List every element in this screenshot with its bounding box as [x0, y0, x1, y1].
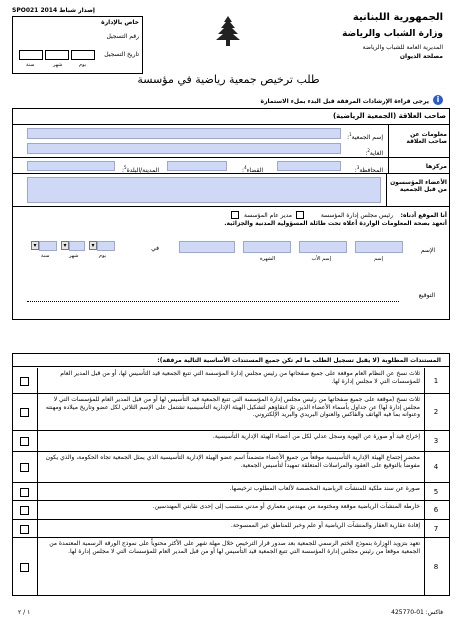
- checkbox-column-divider: [37, 452, 38, 483]
- signature-line[interactable]: [27, 301, 399, 302]
- admin-box: [12, 16, 143, 74]
- document-checkbox[interactable]: [20, 408, 29, 417]
- checkbox-column-divider: [37, 394, 38, 431]
- document-checkbox[interactable]: [20, 563, 29, 572]
- documents-header: المستندات المطلوبة (لا يقبل تسجيل الطلب ما لم تكن جميع المستندات الأساسية التالية مرفقة):: [157, 357, 441, 364]
- document-text: تعهد بتزويد الوزارة بنموذج الختم الرسمي للجمعية بعد صدور قرار الترخيص خلال مهلة شهر على الأكثر محتوياً على نموذج الورقة الرسمية المعتمدة من الجمعية موقعاً من رئيس مجلس إدارة المؤسسة التي تتبع الجمعية قيد التأسيس لها أو من قبل المدير العام للمؤسسات التي لا مجلس إدارة لها.: [49, 540, 420, 555]
- day-label: يوم: [79, 62, 87, 68]
- document-text: صورة عن سند ملكية للمنشآت الرياضية المخصصة لألعاب المطلوب ترخيصها.: [229, 485, 420, 492]
- city-field[interactable]: [27, 161, 115, 171]
- applicant-info-label: معلومات عن صاحب العلاقة: [406, 131, 447, 145]
- governorate-field[interactable]: [277, 161, 341, 171]
- first-name-field[interactable]: [355, 241, 403, 253]
- district-field[interactable]: [167, 161, 227, 171]
- year-label: سنة: [26, 62, 35, 68]
- checkbox-column-divider: [37, 483, 38, 501]
- checkbox-column-divider: [37, 431, 38, 452]
- name-label: الإسم: [420, 247, 435, 254]
- form-code: SPO021 إصدار شباط 2014: [12, 7, 95, 14]
- document-checkbox[interactable]: [20, 437, 29, 446]
- signer-opt2-checkbox[interactable]: [231, 211, 239, 219]
- document-text: ثلاث نسخ عن النظام العام موقعة على جميع صفحاتها من رئيس مجلس إدارة المؤسسة التي تتبع الجمعية قيد التأسيس لها، أو من قبل المدير العام للمؤسسات التي لا مجلس إدارة لها.: [60, 370, 420, 385]
- hq-label: مركزها: [425, 163, 447, 170]
- document-text: خارطة المنشآت الرياضية موقعة ومختومة من مهندس معماري أو مدني منتسب إلى إحدى نقابتي المهندسين.: [152, 503, 420, 510]
- document-checkbox[interactable]: [20, 506, 29, 515]
- reg-date-label: تاريخ التسجيل: [104, 51, 139, 58]
- ministry-name: وزارة الشباب والرياضة: [342, 29, 443, 39]
- document-text: إفادة عقارية العقار والمنشآت الرياضية أو علم وخبر للمناطق غير الممسوحة.: [230, 522, 420, 529]
- republic-title: الجمهورية اللبنانية: [352, 12, 443, 23]
- extra-name-field[interactable]: [179, 241, 235, 253]
- document-row: [12, 538, 450, 596]
- applicant-section: [12, 108, 450, 320]
- checkbox-column-divider: [37, 501, 38, 520]
- checkbox-column-divider: [37, 520, 38, 538]
- sign-day-dropdown[interactable]: ▾: [89, 241, 97, 250]
- page-number: ١ / ٢: [18, 609, 31, 616]
- info-icon: i: [433, 95, 443, 105]
- document-checkbox[interactable]: [20, 377, 29, 386]
- assoc-name-field[interactable]: [27, 128, 341, 139]
- reg-number-label: رقم التسجيل: [106, 33, 139, 40]
- document-text: محضر إجتماع الهيئة الإدارية التأسيسية موقعاً من جميع الأعضاء متضمناً اسم عضو الهيئة الإدارية التأسيسية الذي يمثل الجمعية تجاه الحكومة، والذي يكون مفوضاً بالتوقيع على العقود والمراسلات المتعلقة تمهيداً لتأسيس الجمعية.: [45, 454, 420, 469]
- admin-box-header: خاص بالإدارة: [101, 19, 139, 26]
- sign-year-field[interactable]: [39, 241, 57, 251]
- assoc-goal-label: الغاية$^2$:: [365, 148, 383, 157]
- document-checkbox[interactable]: [20, 488, 29, 497]
- document-row: [12, 431, 450, 452]
- document-number: 2: [424, 394, 447, 430]
- assoc-name-label: إسم الجمعية$^1$:: [347, 132, 383, 141]
- document-checkbox[interactable]: [20, 525, 29, 534]
- city-label: المدينة/البلدة$^5$:: [122, 165, 159, 174]
- sign-day-field[interactable]: [97, 241, 115, 251]
- instructions-text: يرجى قراءة الإرشادات المرفقة قبل البدء بملء الاستمارة: [260, 98, 429, 105]
- document-number: 1: [424, 368, 447, 393]
- form-title: طلب ترخيص جمعية رياضية في مؤسسة: [137, 73, 320, 86]
- document-number: 7: [424, 520, 447, 537]
- family-name-caption: الشهرة: [259, 256, 275, 262]
- signer-opt1-checkbox[interactable]: [296, 211, 304, 219]
- document-text: ثلاث نسخ (موقعة على جميع صفحاتها من رئيس مجلس إدارة المؤسسة التي تتبع الجمعية قيد التأسيس لها أو من قبل المدير العام للمؤسسات التي لا مجلس إدارة لها) عن جداول بأسماء الأعضاء الذين تمّ انتقاؤهم لتشكيل الهيئة الإدارية التأسيسية تشتمل على الإسم الثلاثي لكل عضو وتاريخ ميلاده ومهنته وعنوانه بما فيه الهاتف والفاكس والعنوان البريدي والبريد الإلكتروني.: [45, 396, 420, 418]
- document-row: [12, 520, 450, 538]
- document-row: [12, 368, 450, 394]
- document-text: إخراج قيد أو صورة عن الهوية وسجل عدلي لكل من أعضاء الهيئة الإدارية التأسيسية.: [212, 433, 420, 440]
- assoc-goal-field[interactable]: [27, 143, 341, 154]
- reg-month-field[interactable]: [45, 50, 69, 60]
- document-row: [12, 452, 450, 483]
- father-name-caption: إسم الأب: [311, 256, 331, 262]
- district-label: القضاء$^4$:: [242, 165, 263, 174]
- family-name-field[interactable]: [243, 241, 291, 253]
- sign-month-field[interactable]: [69, 241, 85, 251]
- document-row: [12, 501, 450, 520]
- document-number: 8: [424, 538, 447, 596]
- signature-label: التوقيع: [418, 292, 435, 299]
- month-label: شهر: [53, 62, 63, 68]
- signer-opt1-label: رئيس مجلس إدارة المؤسسة: [320, 212, 393, 219]
- document-checkbox[interactable]: [20, 463, 29, 472]
- signer-opt2-label: مدير عام المؤسسة: [244, 212, 292, 219]
- document-number: 5: [424, 483, 447, 500]
- pledge-text: أتعهد بصحة المعلومات الواردة أعلاه تحت طائلة المسؤولية المدنية والجزائية.: [224, 220, 447, 227]
- checkbox-column-divider: [37, 538, 38, 596]
- directorate-name: المديرية العامة للشباب والرياضة: [362, 44, 443, 51]
- sign-month-caption: شهر: [69, 253, 79, 259]
- sign-day-caption: يوم: [99, 253, 107, 259]
- founders-field[interactable]: [27, 177, 381, 203]
- father-name-field[interactable]: [299, 241, 347, 253]
- applicant-section-header: صاحب العلاقة (الجمعية الرياضية): [332, 112, 446, 120]
- reg-year-field[interactable]: [19, 50, 43, 60]
- governorate-label: المحافظة$^3$:: [354, 165, 383, 174]
- checkbox-column-divider: [37, 368, 38, 394]
- first-name-caption: إسم: [374, 256, 383, 262]
- document-number: 4: [424, 452, 447, 482]
- document-row: [12, 483, 450, 501]
- document-number: 6: [424, 501, 447, 519]
- document-row: [12, 394, 450, 431]
- department-name: مصلحة الديوان: [399, 53, 443, 60]
- in-label: في: [151, 245, 159, 252]
- fax-number: فاكس: 01-425770: [391, 609, 443, 616]
- document-number: 3: [424, 431, 447, 451]
- sign-month-dropdown[interactable]: ▾: [61, 241, 69, 250]
- sign-year-caption: سنة: [41, 253, 50, 259]
- sign-year-dropdown[interactable]: ▾: [31, 241, 39, 250]
- founders-label: الأعضاء المؤسسون من قبل الجمعية: [390, 179, 447, 193]
- cedar-emblem-icon: [212, 14, 244, 48]
- reg-day-field[interactable]: [71, 50, 95, 60]
- signer-label: أنا الموقع أدناه:: [400, 212, 447, 219]
